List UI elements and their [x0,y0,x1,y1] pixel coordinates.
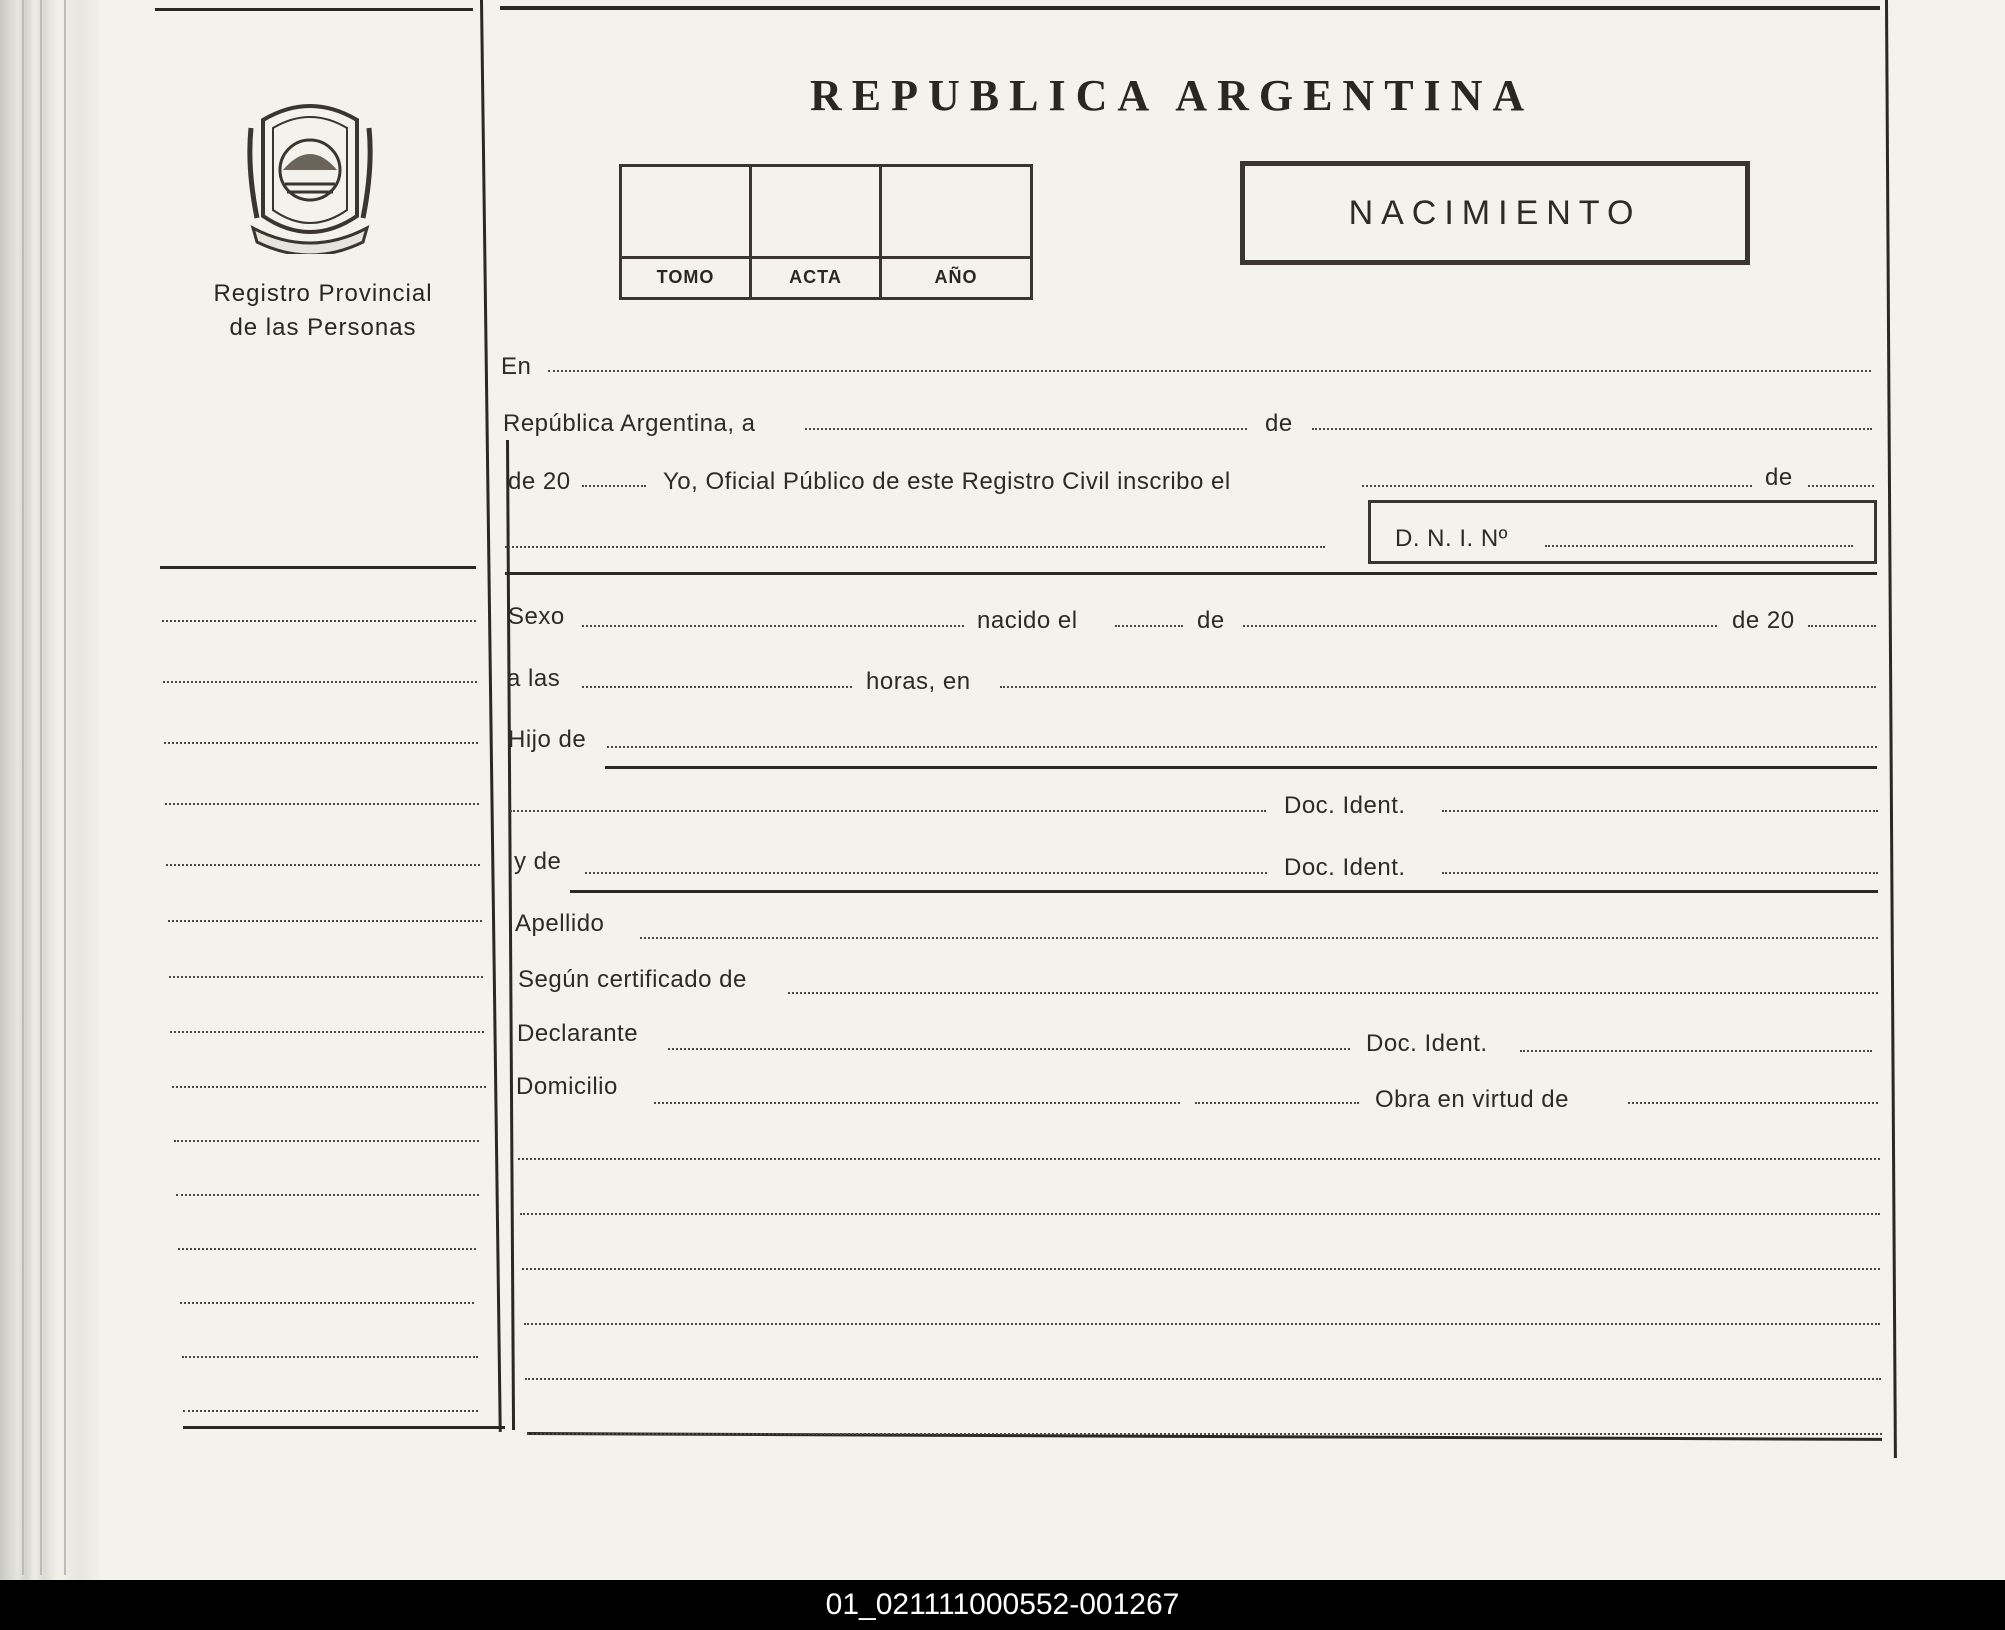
margin-note-line[interactable] [180,1302,474,1304]
apellido-field[interactable] [640,937,1878,939]
margin-note-line[interactable] [172,1086,486,1088]
register-box [619,164,1033,300]
de20-label: de 20 [508,468,571,495]
registry-label-line1: Registro Provincial [213,280,433,307]
obra-field[interactable] [1628,1102,1878,1104]
margin-note-line[interactable] [168,920,482,922]
parent-rule [605,766,1877,769]
doc-ident-label-2: Doc. Ident. [1284,854,1406,881]
notes-line[interactable] [524,1323,1880,1325]
year-field[interactable] [582,485,646,487]
birth-day-field[interactable] [1115,625,1183,627]
margin-note-line[interactable] [169,976,483,978]
acta-label: ACTA [752,256,879,297]
provincial-emblem-icon [245,98,375,254]
tomo-label: TOMO [622,256,749,297]
margin-note-line[interactable] [183,1410,478,1412]
image-id-footer: 01_021111000552-001267 [0,1580,2005,1630]
birth-month-field[interactable] [1243,625,1717,627]
notes-line[interactable] [518,1158,1880,1160]
left-bottom-rule [183,1426,505,1429]
birth-year-field[interactable] [1808,625,1876,627]
inscription-day-field[interactable] [1362,485,1752,487]
top-rule-right [500,6,1880,10]
de-label-3: de [1197,607,1225,634]
doc-ident-label-1: Doc. Ident. [1284,792,1406,819]
left-column-rule [160,566,476,569]
de-label-1: de [1265,410,1293,437]
father-field[interactable] [607,746,1877,748]
doc-ident-label-3: Doc. Ident. [1366,1030,1488,1057]
en-field[interactable] [548,370,1871,372]
inscription-continuation-field[interactable] [505,546,1325,548]
page-edge-line [64,0,66,1575]
en-label: En [501,353,532,380]
domicilio-field-2[interactable] [1195,1102,1359,1104]
hour-field[interactable] [582,686,852,688]
tomo-cell[interactable] [622,167,752,297]
horas-label: horas, en [866,668,971,695]
page-title: REPUBLICA ARGENTINA [810,71,1535,120]
dni-label: D. N. I. Nº [1395,525,1508,552]
margin-note-line[interactable] [176,1194,479,1196]
republica-label: República Argentina, a [503,410,756,437]
month-field[interactable] [1312,428,1872,430]
father-detail-field[interactable] [510,810,1266,812]
registry-label-line2: de las Personas [229,314,417,341]
notes-line[interactable] [522,1268,1880,1270]
section-rule [505,572,1877,575]
margin-note-line[interactable] [164,742,478,744]
top-rule-left [155,8,473,11]
margin-note-line[interactable] [162,620,476,622]
margin-note-line[interactable] [166,864,480,866]
segun-label: Según certificado de [518,966,747,993]
margin-note-line[interactable] [170,1031,484,1033]
declarante-field[interactable] [668,1048,1350,1050]
sexo-field[interactable] [582,625,964,627]
sexo-label: Sexo [508,603,565,630]
parent-rule-2 [570,890,1878,893]
de-label-2: de [1765,464,1793,491]
inscription-month-field[interactable] [1808,485,1874,487]
certificate-field[interactable] [788,992,1878,994]
margin-note-line[interactable] [178,1248,476,1250]
margin-note-line[interactable] [163,681,477,683]
hijo-label: Hijo de [508,726,587,753]
day-field[interactable] [805,428,1247,430]
notes-line[interactable] [527,1433,1882,1435]
dni-field[interactable] [1545,545,1853,547]
domicilio-label: Domicilio [516,1073,618,1100]
alas-label: a las [507,665,561,692]
margin-note-line[interactable] [182,1356,478,1358]
apellido-label: Apellido [515,910,605,937]
de20-label-2: de 20 [1732,607,1795,634]
page-edge-line [40,0,42,1575]
notes-line[interactable] [525,1378,1881,1380]
ano-cell[interactable] [882,167,1030,297]
ano-label: AÑO [882,256,1030,297]
margin-note-line[interactable] [174,1140,479,1142]
document-type-box: NACIMIENTO [1240,161,1750,265]
margin-note-line[interactable] [165,803,479,805]
yde-label: y de [514,848,562,875]
notes-line[interactable] [520,1213,1880,1215]
declarante-label: Declarante [517,1020,639,1047]
father-doc-field[interactable] [1442,810,1878,812]
page-edge-line [22,0,24,1575]
obra-label: Obra en virtud de [1375,1086,1569,1113]
nacido-label: nacido el [977,607,1078,634]
mother-field[interactable] [585,872,1267,874]
yo-label: Yo, Oficial Público de este Registro Civil inscribo el [663,468,1231,495]
mother-doc-field[interactable] [1442,872,1878,874]
birthplace-field[interactable] [1000,686,1876,688]
declarante-doc-field[interactable] [1520,1050,1872,1052]
page-edge [0,0,100,1580]
acta-cell[interactable] [752,167,882,297]
domicilio-field[interactable] [654,1102,1180,1104]
